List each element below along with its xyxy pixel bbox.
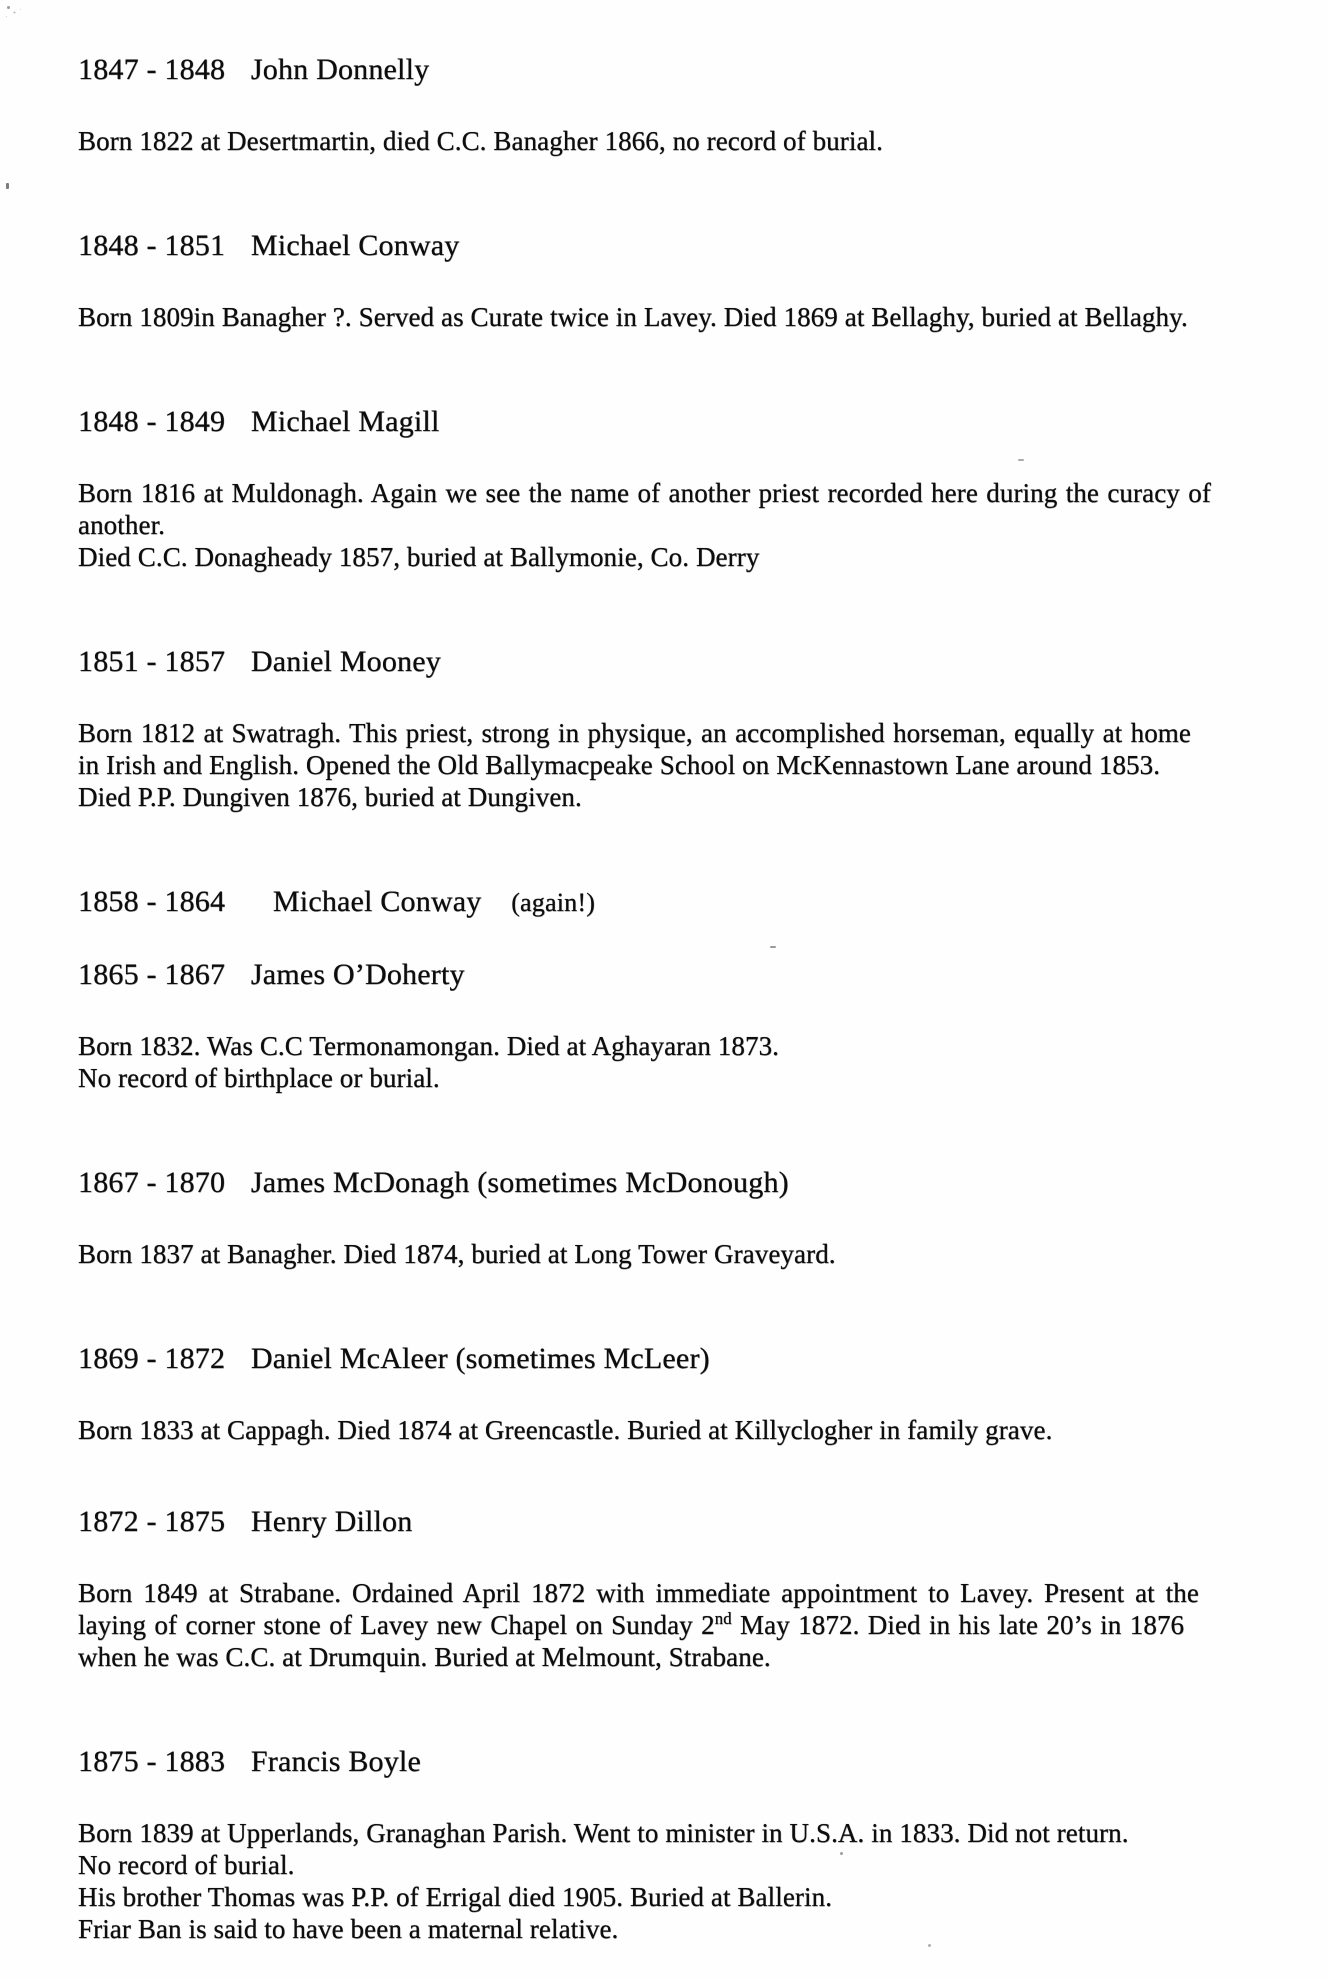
entry-body	[78, 1577, 1257, 1673]
entry-body	[78, 301, 1257, 333]
priest-entry-odoherty	[78, 957, 1257, 1094]
entry-body	[78, 125, 1257, 157]
scan-speckle	[1018, 459, 1024, 461]
body-line: Born 1837 at Banagher. Died 1874, buried at Long Tower Graveyard.	[78, 1239, 836, 1269]
entry-body	[78, 1238, 1257, 1270]
entry-heading	[78, 644, 1257, 680]
entry-heading	[78, 228, 1257, 264]
body-line-segment: May 1872. Died in his late 20’s in 1876	[731, 1610, 1185, 1640]
entry-heading	[78, 1744, 1257, 1780]
body-line: in Irish and English. Opened the Old Ballymacpeake School on McKennastown Lane around 1853.	[78, 750, 1161, 780]
body-line: His brother Thomas was P.P. of Errigal died 1905. Buried at Ballerin.	[78, 1882, 833, 1912]
entry-body	[78, 1414, 1257, 1446]
entry-name: Henry Dillon	[250, 1505, 413, 1538]
priest-entry-donnelly	[78, 52, 1257, 157]
body-line	[78, 1609, 1257, 1641]
ordinal-superscript: nd	[714, 1609, 732, 1628]
entry-body	[78, 1817, 1257, 1945]
entry-body	[78, 477, 1257, 573]
entry-name: Michael Magill	[250, 405, 440, 438]
priest-entry-mcdonagh	[78, 1165, 1257, 1270]
body-line: Born 1839 at Upperlands, Granaghan Parish. Went to minister in U.S.A. in 1833. Did not return.	[78, 1818, 1129, 1848]
body-line: No record of birthplace or burial.	[78, 1063, 440, 1093]
entry-years: 1865 - 1867	[78, 958, 226, 991]
entry-heading	[78, 52, 1257, 88]
body-line: Born 1833 at Cappagh. Died 1874 at Greencastle. Buried at Killyclogher in family grave.	[78, 1415, 1053, 1445]
entry-body	[78, 717, 1257, 813]
entry-years: 1875 - 1883	[78, 1745, 226, 1778]
scan-speckle	[7, 6, 10, 9]
entry-name: Daniel Mooney	[250, 645, 441, 678]
body-line: Died P.P. Dungiven 1876, buried at Dungiven.	[78, 782, 582, 812]
entry-name: Francis Boyle	[250, 1745, 421, 1778]
entry-years: 1848 - 1851	[78, 229, 226, 262]
scan-speckle	[840, 1852, 843, 1855]
body-line: Born 1849 at Strabane. Ordained April 1872 with immediate appointment to Lavey. Present at the	[78, 1578, 1199, 1608]
entry-heading	[78, 1165, 1257, 1201]
entry-years: 1867 - 1870	[78, 1166, 226, 1199]
entry-heading	[78, 884, 1257, 921]
body-line: Born 1822 at Desertmartin, died C.C. Banagher 1866, no record of burial.	[78, 126, 884, 156]
priest-entry-magill	[78, 404, 1257, 573]
body-line: Friar Ban is said to have been a maternal relative.	[78, 1914, 619, 1944]
priest-entry-boyle	[78, 1744, 1257, 1945]
body-line: when he was C.C. at Drumquin. Buried at Melmount, Strabane.	[78, 1642, 771, 1672]
body-line: another.	[78, 510, 166, 540]
entry-heading	[78, 1504, 1257, 1540]
body-line: Born 1816 at Muldonagh. Again we see the name of another priest recorded here during the curacy of	[78, 478, 1211, 508]
entry-name: Michael Conway	[272, 885, 482, 918]
body-line: Born 1832. Was C.C Termonamongan. Died at Aghayaran 1873.	[78, 1031, 780, 1061]
body-line: Born 1812 at Swatragh. This priest, strong in physique, an accomplished horseman, equally at home	[78, 718, 1191, 748]
entry-years: 1851 - 1857	[78, 645, 226, 678]
entry-years: 1869 - 1872	[78, 1342, 226, 1375]
scan-speckle	[770, 946, 776, 948]
entry-name: James O’Doherty	[250, 958, 465, 991]
entry-years: 1858 - 1864	[78, 885, 226, 918]
entry-name: John Donnelly	[250, 53, 430, 86]
entry-name: Daniel McAleer (sometimes McLeer)	[250, 1342, 710, 1375]
entry-years: 1847 - 1848	[78, 53, 226, 86]
scan-speckle	[928, 1944, 931, 1947]
priest-entry-mooney	[78, 644, 1257, 813]
body-line: No record of burial.	[78, 1850, 295, 1880]
entry-name: James McDonagh (sometimes McDonough)	[250, 1166, 789, 1199]
scan-speckle	[6, 183, 9, 189]
entry-years: 1872 - 1875	[78, 1505, 226, 1538]
priest-entry-conway-again	[78, 884, 1257, 921]
entry-heading	[78, 1341, 1257, 1377]
entry-years: 1848 - 1849	[78, 405, 226, 438]
body-line-segment: laying of corner stone of Lavey new Chapel on Sunday 2	[78, 1610, 715, 1640]
priest-entry-dillon	[78, 1504, 1257, 1673]
priest-entry-mcaleer	[78, 1341, 1257, 1446]
priest-entry-conway	[78, 228, 1257, 333]
entry-body	[78, 1030, 1257, 1094]
entry-name: Michael Conway	[250, 229, 460, 262]
entry-note: (again!)	[511, 888, 596, 917]
body-line: Died C.C. Donagheady 1857, buried at Ballymonie, Co. Derry	[78, 542, 760, 572]
entry-heading	[78, 957, 1257, 993]
entry-heading	[78, 404, 1257, 440]
body-line: Born 1809in Banagher ?. Served as Curate twice in Lavey. Died 1869 at Bellaghy, buried at Bellaghy.	[78, 302, 1188, 332]
